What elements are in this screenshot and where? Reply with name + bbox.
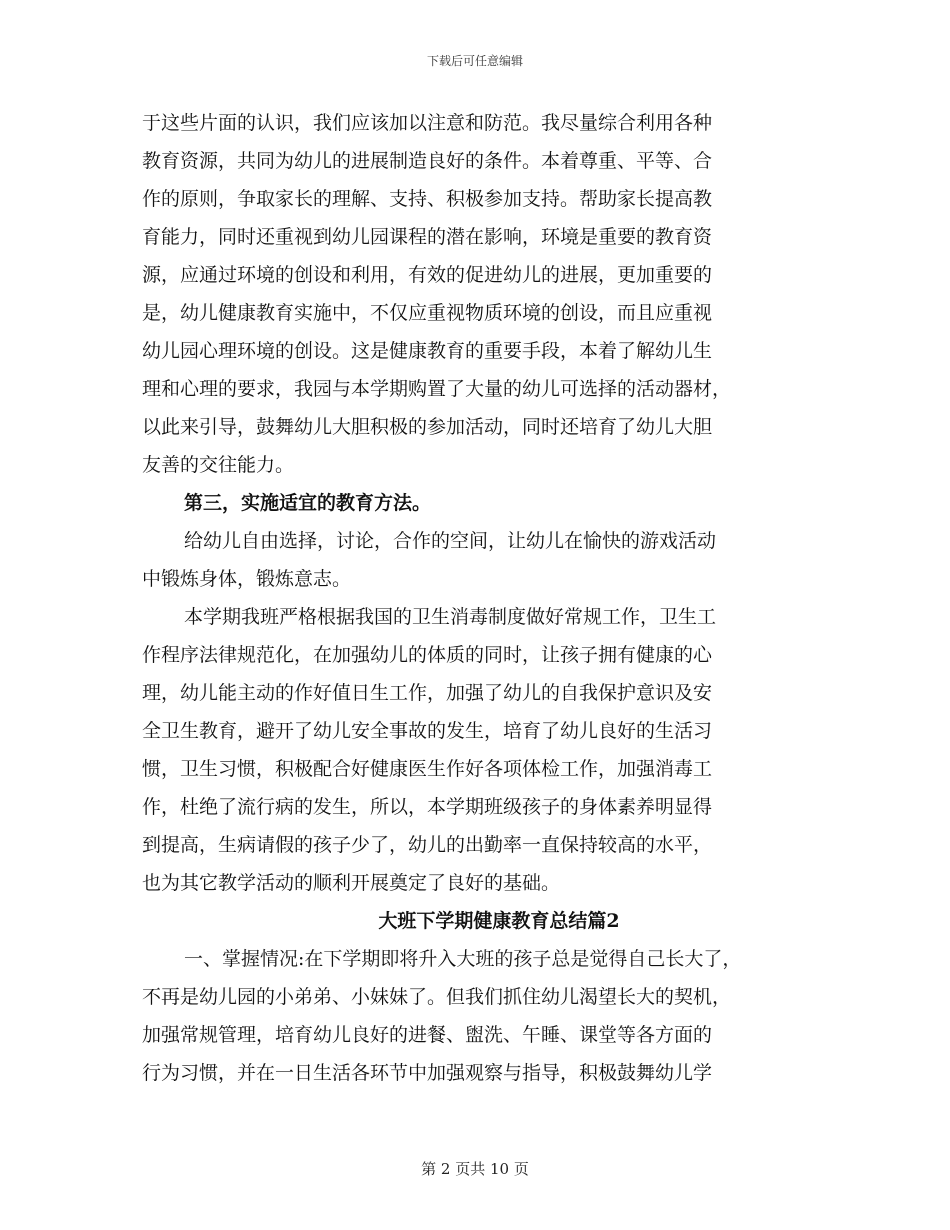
text-line: 作的原则，争取家长的理解、支持、积极参加支持。帮助家长提高教 [142, 188, 713, 210]
text-line: 作，杜绝了流行病的发生，所以，本学期班级孩子的身体素养明显得 [142, 796, 713, 818]
page-footer: 第 2 页共 10 页 [421, 1160, 529, 1178]
text-line: 育能力，同时还重视到幼儿园课程的潜在影响，环境是重要的教育资 [142, 226, 713, 248]
text-line: 理和心理的要求，我园与本学期购置了大量的幼儿可选择的活动器材， [142, 378, 732, 400]
text-line: 理，幼儿能主动的作好值日生工作，加强了幼儿的自我保护意识及安 [142, 682, 713, 704]
text-line: 是，幼儿健康教育实施中，不仅应重视物质环境的创设，而且应重视 [142, 302, 713, 324]
article-title: 大班下学期健康教育总结篇2 [378, 910, 620, 932]
text-line: 源，应通过环境的创设和利用，有效的促进幼儿的进展，更加重要的 [142, 264, 713, 286]
text-line: 惯，卫生习惯，积极配合好健康医生作好各项体检工作，加强消毒工 [142, 758, 713, 780]
text-line: 本学期我班严格根据我国的卫生消毒制度做好常规工作，卫生工 [184, 606, 717, 628]
section-heading: 第三，实施适宜的教育方法。 [184, 492, 432, 514]
text-line: 教育资源，共同为幼儿的进展制造良好的条件。本着尊重、平等、合 [142, 150, 713, 172]
text-line: 于这些片面的认识，我们应该加以注意和防范。我尽量综合利用各种 [142, 112, 713, 134]
text-line: 不再是幼儿园的小弟弟、小妹妹了。但我们抓住幼儿渴望长大的契机， [142, 986, 732, 1008]
page-header: 下载后可任意编辑 [426, 54, 523, 68]
text-line: 全卫生教育，避开了幼儿安全事故的发生，培育了幼儿良好的生活习 [142, 720, 713, 742]
text-line: 中锻炼身体，锻炼意志。 [142, 568, 352, 590]
text-line: 给幼儿自由选择，讨论，合作的空间，让幼儿在愉快的游戏活动 [184, 530, 717, 552]
text-line: 加强常规管理，培育幼儿良好的进餐、盥洗、午睡、课堂等各方面的 [142, 1024, 713, 1046]
document-body [142, 112, 812, 1100]
text-line: 也为其它教学活动的顺利开展奠定了良好的基础。 [142, 872, 561, 894]
text-line: 行为习惯，并在一日生活各环节中加强观察与指导，积极鼓舞幼儿学 [142, 1062, 713, 1084]
text-line: 以此来引导，鼓舞幼儿大胆积极的参加活动，同时还培育了幼儿大胆 [142, 416, 713, 438]
text-line: 作程序法律规范化，在加强幼儿的体质的同时，让孩子拥有健康的心 [142, 644, 713, 666]
text-line: 幼儿园心理环境的创设。这是健康教育的重要手段，本着了解幼儿生 [142, 340, 713, 362]
text-line: 友善的交往能力。 [142, 454, 295, 476]
text-line: 一、掌握情况:在下学期即将升入大班的孩子总是觉得自己长大了， [184, 948, 742, 970]
text-line: 到提高，生病请假的孩子少了，幼儿的出勤率一直保持较高的水平， [142, 834, 713, 856]
